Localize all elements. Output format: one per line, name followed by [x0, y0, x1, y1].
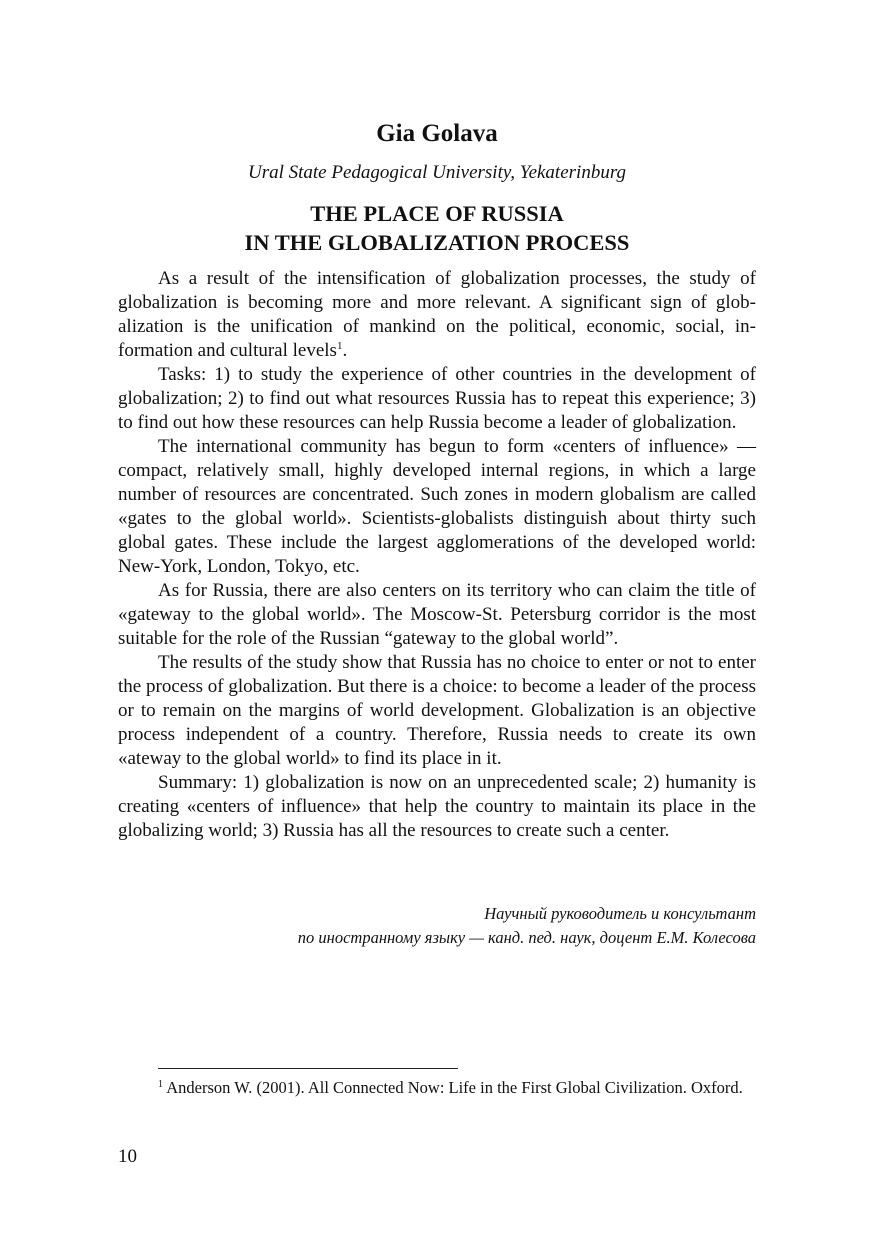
- article-body: [118, 267, 756, 843]
- footnote: [118, 1077, 756, 1099]
- paragraph-intro-end: .: [342, 340, 348, 361]
- supervisor-line-2: по иностранному языку — канд. пед. наук, доцент Е.М. Колесова: [297, 928, 756, 947]
- paragraph-russia-centers: As for Russia, there are also centers on its territory who can claim the title of «gateway to the global world». The Moscow-St. Petersburg corridor is the most suitable for the role of the Russian “gateway to the global world”.: [118, 580, 756, 649]
- article-title: [118, 199, 756, 257]
- footnote-divider: [158, 1068, 458, 1069]
- footnote-text: Anderson W. (2001). All Connected Now: Life in the First Global Civilization. Oxford.: [166, 1078, 743, 1097]
- paragraph-intro-text: As a result of the intensification of globalization processes, the study of globalization is becoming more and more relevant. A significant sign of globalization is the unification of mankind on the political, economic, social, information and cultural levels: [118, 268, 756, 361]
- footnote-marker: 1: [158, 1079, 163, 1090]
- paragraph-summary: Summary: 1) globalization is now on an unprecedented scale; 2) humanity is creating «centers of influence» that help the country to maintain its place in the globalizing world; 3) Russia has all the resources to create such a center.: [118, 772, 756, 841]
- author-affiliation: Ural State Pedagogical University, Yekaterinburg: [247, 162, 627, 183]
- footnote-reference[interactable]: 1: [336, 340, 343, 352]
- paragraph-centers-of-influence: The international community has begun to form «centers of influence» — compact, relatively small, highly developed internal regions, in which a large number of resources are concentrated. Such zones in modern globalism are called «gates to the global world». Scientists-globalists distinguish about thirty such global gates. These include the largest agglomerations of the developed world: New-York, London, Tokyo, etc.: [118, 436, 756, 577]
- paragraph-intro: [118, 267, 756, 363]
- supervisor-line-1: Научный руководитель и консультант: [484, 904, 756, 923]
- paragraph-tasks: Tasks: 1) to study the experience of other countries in the development of globalization; 2) to find out what resources Russia has to repeat this experience; 3) to find out how these resources can help Russia become a leader of globalization.: [118, 364, 756, 433]
- page-number: 10: [118, 1146, 137, 1167]
- paragraph-results: The results of the study show that Russia has no choice to enter or not to enter the process of globalization. But there is a choice: to become a leader of the process or to remain on the margins of world development. Globalization is an objective process independent of a country. Therefore, Russia needs to create its own «ateway to the global world» to find its place in it.: [118, 652, 756, 769]
- paper-page: [118, 0, 756, 1241]
- author-name: Gia Golava: [376, 120, 498, 147]
- article-title-line-2: IN THE GLOBALIZATION PROCESS: [244, 230, 630, 255]
- article-title-line-1: THE PLACE OF RUSSIA: [310, 201, 564, 226]
- supervisor-credit: [118, 902, 756, 950]
